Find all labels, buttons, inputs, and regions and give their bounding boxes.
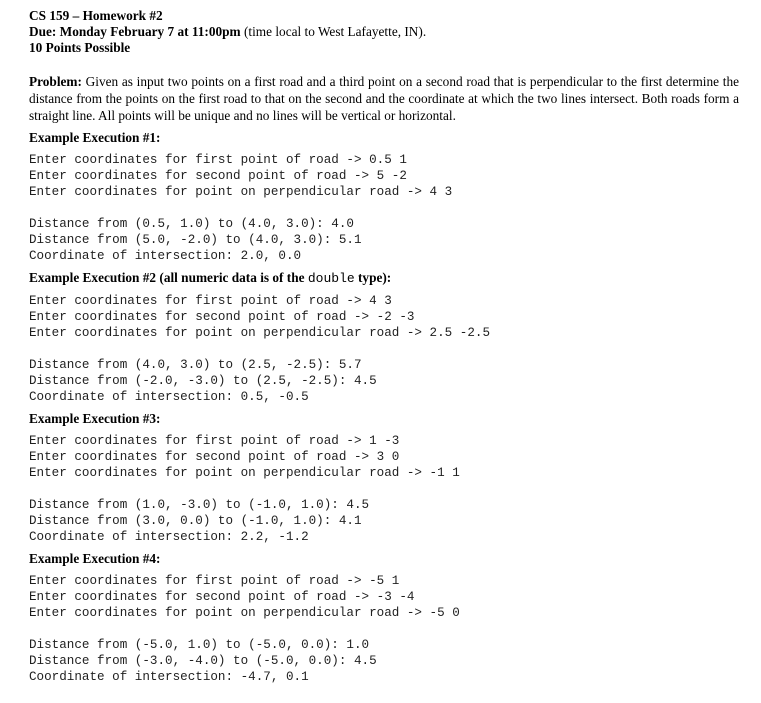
output-line: Distance from (5.0, -2.0) to (4.0, 3.0): 5.1 xyxy=(29,233,362,247)
output-line: Coordinate of intersection: 0.5, -0.5 xyxy=(29,390,309,404)
output-line: Distance from (1.0, -3.0) to (-1.0, 1.0): 4.5 xyxy=(29,498,370,512)
output-line: Distance from (-3.0, -4.0) to (-5.0, 0.0): 4.5 xyxy=(29,654,377,668)
example-output xyxy=(29,216,739,264)
example-title xyxy=(29,551,739,567)
output-line: Coordinate of intersection: 2.2, -1.2 xyxy=(29,530,309,544)
output-line: Coordinate of intersection: -4.7, 0.1 xyxy=(29,670,309,684)
course-title: CS 159 – Homework #2 xyxy=(29,8,163,23)
output-line: Distance from (4.0, 3.0) to (2.5, -2.5): 5.7 xyxy=(29,358,362,372)
due-date-line xyxy=(29,24,739,40)
problem-text: Given as input two points on a first road and a third point on a second road that is perpendicular to the first determine the distance from the points on the first road to that on the second and the coordinate at which the two lines intersect. Both roads form a straight line. All points will be unique and no lines will be vertical or horizontal. xyxy=(29,74,739,123)
example-title xyxy=(29,411,739,427)
example-title-suffix: type): xyxy=(354,270,392,285)
input-line: Enter coordinates for point on perpendicular road -> 4 3 xyxy=(29,185,453,199)
example-title-text: Example Execution #3: xyxy=(29,411,161,426)
example-input xyxy=(29,573,739,621)
input-line: Enter coordinates for first point of road -> 4 3 xyxy=(29,294,392,308)
example-execution-2 xyxy=(29,270,739,405)
example-title-text: Example Execution #1: xyxy=(29,130,161,145)
problem-label: Problem: xyxy=(29,74,82,89)
due-date-label: Due: Monday February 7 at 11:00pm xyxy=(29,24,241,39)
input-line: Enter coordinates for point on perpendicular road -> -1 1 xyxy=(29,466,460,480)
example-output xyxy=(29,497,739,545)
example-input xyxy=(29,293,739,341)
input-line: Enter coordinates for first point of road -> -5 1 xyxy=(29,574,400,588)
example-output xyxy=(29,357,739,405)
example-execution-3 xyxy=(29,411,739,545)
output-line: Coordinate of intersection: 2.0, 0.0 xyxy=(29,249,302,263)
output-line: Distance from (-5.0, 1.0) to (-5.0, 0.0): 1.0 xyxy=(29,638,370,652)
input-line: Enter coordinates for second point of road -> -2 -3 xyxy=(29,310,415,324)
output-line: Distance from (3.0, 0.0) to (-1.0, 1.0): 4.1 xyxy=(29,514,362,528)
example-output xyxy=(29,637,739,685)
example-title-text: Example Execution #4: xyxy=(29,551,161,566)
problem-statement xyxy=(29,73,739,124)
input-line: Enter coordinates for point on perpendicular road -> 2.5 -2.5 xyxy=(29,326,491,340)
input-line: Enter coordinates for second point of road -> -3 -4 xyxy=(29,590,415,604)
example-execution-4 xyxy=(29,551,739,685)
output-line: Distance from (0.5, 1.0) to (4.0, 3.0): 4.0 xyxy=(29,217,354,231)
example-title xyxy=(29,270,739,287)
output-line: Distance from (-2.0, -3.0) to (2.5, -2.5): 4.5 xyxy=(29,374,377,388)
input-line: Enter coordinates for second point of road -> 3 0 xyxy=(29,450,400,464)
example-execution-1 xyxy=(29,130,739,264)
example-title-text: Example Execution #2 (all numeric data is of the xyxy=(29,270,308,285)
due-date-note: (time local to West Lafayette, IN). xyxy=(240,24,427,39)
input-line: Enter coordinates for second point of road -> 5 -2 xyxy=(29,169,407,183)
input-line: Enter coordinates for point on perpendicular road -> -5 0 xyxy=(29,606,460,620)
example-title-code: double xyxy=(307,271,355,286)
document-page xyxy=(29,8,739,689)
example-title xyxy=(29,130,739,146)
example-input xyxy=(29,152,739,200)
example-input xyxy=(29,433,739,481)
input-line: Enter coordinates for first point of road -> 0.5 1 xyxy=(29,153,407,167)
points-possible: 10 Points Possible xyxy=(29,40,131,55)
input-line: Enter coordinates for first point of road -> 1 -3 xyxy=(29,434,400,448)
